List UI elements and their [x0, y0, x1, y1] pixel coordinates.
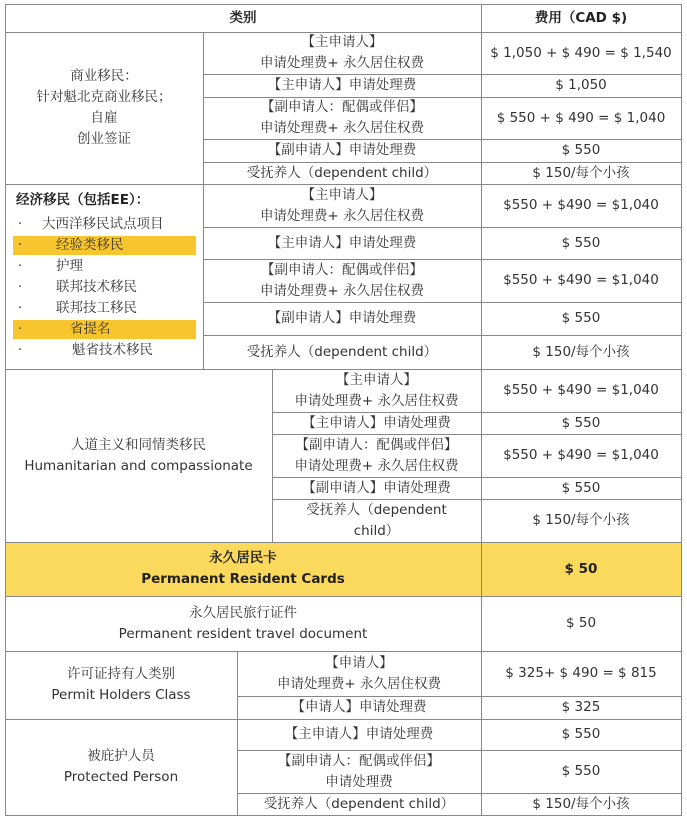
fee-amount: $550 + $490 = $1,040: [503, 197, 659, 213]
divider: [5, 4, 682, 5]
bullet: ·: [18, 322, 23, 337]
business-immigration-label: 创业签证: [77, 131, 131, 147]
economic-program-item: 联邦技工移民: [56, 300, 137, 316]
humanitarian-label: Humanitarian and compassionate: [24, 458, 253, 474]
fee-amount: $ 550: [561, 480, 601, 496]
divider: [5, 719, 682, 720]
pr-card-label: 永久居民卡: [209, 550, 277, 566]
fee-item-label: 申请处理费+ 永久居住权费: [276, 676, 442, 692]
protected-person-label: Protected Person: [63, 769, 179, 785]
economic-program-item: 魁省技术移民: [72, 342, 153, 358]
bullet: ·: [18, 238, 23, 253]
fee-item-label: 申请处理费+ 永久居住权费: [294, 393, 459, 409]
economic-immigration-title: 经济移民（包括EE）：: [16, 192, 150, 208]
divider: [203, 335, 682, 336]
fee-item-label: 【主申请人】申请处理费: [302, 415, 451, 431]
divider: [237, 719, 238, 816]
fee-amount: $ 150/每个小孩: [532, 796, 630, 812]
travel-document-fee: $ 50: [565, 615, 597, 631]
economic-program-item: 省提名: [70, 321, 111, 337]
economic-program-item: 大西洋移民试点项目: [42, 216, 164, 232]
fee-item-label: 申请处理费+ 永久居住权费: [259, 55, 425, 71]
fee-amount: $ 150/每个小孩: [532, 165, 630, 181]
fee-item-label: 【申请人】申请处理费: [291, 699, 427, 715]
fee-item-label: 【副申请人】申请处理费: [267, 310, 417, 326]
fee-item-label: 【副申请人：配偶或伴侣】: [295, 437, 458, 453]
header-fee: 费用（CAD $): [534, 10, 628, 26]
pr-card-fee: $ 50: [564, 561, 598, 577]
fee-amount: $ 550: [561, 726, 601, 742]
divider: [5, 4, 6, 816]
fee-amount: $ 325+ $ 490 = $ 815: [505, 665, 657, 681]
fee-item-label: 【主申请人】: [301, 187, 383, 203]
permit-holders-label: Permit Holders Class: [51, 687, 191, 703]
humanitarian-label: 人道主义和同情类移民: [71, 437, 206, 453]
business-immigration-label: 自雇: [90, 110, 118, 126]
fee-amount: $ 550: [561, 763, 601, 779]
fee-item-label: 【主申请人】: [336, 372, 417, 388]
fee-item-label: 受抚养人（dependent: [306, 502, 447, 518]
bullet: ·: [18, 280, 23, 295]
fee-amount: $550 + $490 = $1,040: [503, 447, 659, 463]
fee-amount: $ 550: [561, 235, 601, 251]
fee-item-label: 【申请人】: [325, 655, 393, 671]
divider: [5, 596, 682, 597]
fee-item-label: 【副申请人：配偶或伴侣】: [261, 262, 423, 278]
divider: [237, 651, 238, 720]
fee-amount: $ 550: [561, 415, 601, 431]
fee-amount: $ 1,050 + $ 490 = $ 1,540: [490, 45, 672, 61]
fee-amount: $ 550: [561, 142, 601, 158]
bullet: ·: [18, 259, 23, 274]
fee-item-label: 【副申请人：配偶或伴侣】: [261, 99, 423, 115]
fee-item-label: 【主申请人】申请处理费: [284, 726, 434, 742]
fee-item-label: 【主申请人】: [301, 34, 383, 50]
divider: [203, 184, 204, 370]
divider: [481, 4, 482, 816]
divider: [5, 815, 682, 816]
fee-amount: $ 550 + $ 490 = $ 1,040: [496, 110, 666, 126]
divider: [681, 4, 682, 816]
fee-item-label: 受抚养人（dependent child）: [263, 796, 455, 812]
fee-item-label: 【副申请人】申请处理费: [302, 480, 451, 496]
fee-item-label: 【副申请人】申请处理费: [267, 142, 417, 158]
travel-document-label: Permanent resident travel document: [118, 626, 368, 642]
divider: [203, 227, 682, 228]
fee-amount: $ 1,050: [555, 77, 607, 93]
fee-item-label: 受抚养人（dependent child）: [246, 165, 438, 181]
header-category: 类别: [229, 10, 257, 26]
bullet: ·: [18, 301, 23, 316]
fee-item-label: 【主申请人】申请处理费: [267, 235, 417, 251]
bullet: ·: [18, 343, 23, 358]
economic-program-item: 经验类移民: [56, 237, 124, 253]
bullet: ·: [18, 217, 23, 232]
fee-amount: $550 + $490 = $1,040: [503, 382, 659, 398]
protected-person-label: 被庇护人员: [87, 748, 155, 764]
fee-item-label: 申请处理费+ 永久居住权费: [259, 283, 425, 299]
fee-item-label: 受抚养人（dependent child）: [246, 344, 438, 360]
business-immigration-label: 针对魁北克商业移民；: [36, 89, 172, 105]
fee-item-label: 申请处理费+ 永久居住权费: [259, 120, 425, 136]
fee-item-label: 申请处理费: [325, 774, 393, 790]
divider: [203, 302, 682, 303]
fee-item-label: 【主申请人】申请处理费: [267, 77, 417, 93]
pr-card-label: Permanent Resident Cards: [141, 571, 345, 587]
divider: [5, 651, 682, 652]
economic-program-item: 联邦技术移民: [56, 279, 137, 295]
fee-item-label: 申请处理费+ 永久居住权费: [294, 458, 459, 474]
travel-document-label: 永久居民旅行证件: [189, 605, 297, 621]
fee-item-label: 【副申请人：配偶或伴侣】: [278, 753, 440, 769]
fee-amount: $ 150/每个小孩: [532, 344, 630, 360]
business-immigration-label: 商业移民：: [70, 68, 138, 84]
fee-amount: $ 550: [561, 310, 601, 326]
economic-program-item: 护理: [56, 258, 83, 274]
fee-amount: $550 + $490 = $1,040: [503, 272, 659, 288]
fee-amount: $ 150/每个小孩: [532, 512, 630, 528]
fee-item-label: child）: [353, 523, 400, 539]
fee-amount: $ 325: [561, 699, 601, 715]
divider: [272, 369, 273, 543]
fee-item-label: 申请处理费+ 永久居住权费: [259, 208, 425, 224]
permit-holders-label: 许可证持有人类别: [67, 666, 175, 682]
